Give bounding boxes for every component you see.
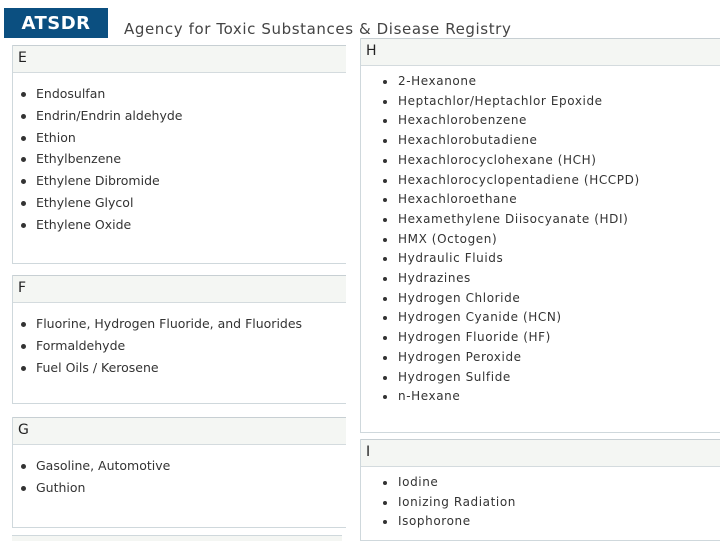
bullet-icon bbox=[21, 92, 26, 97]
substance-link[interactable] bbox=[361, 289, 640, 309]
bullet-icon bbox=[383, 316, 387, 320]
substance-label: n-Hexane bbox=[398, 389, 461, 404]
substance-label: Hydrazines bbox=[398, 271, 471, 286]
bullet-icon bbox=[383, 481, 387, 485]
substance-label: Hydrogen Sulfide bbox=[398, 369, 511, 384]
substance-label: Ionizing Radiation bbox=[398, 494, 517, 509]
section-e bbox=[12, 45, 346, 264]
substance-link[interactable] bbox=[1, 455, 170, 477]
substance-label: Isophorone bbox=[398, 514, 471, 529]
bullet-icon bbox=[21, 179, 26, 184]
bullet-icon bbox=[383, 100, 387, 104]
substance-list bbox=[1, 455, 170, 499]
substance-list bbox=[1, 83, 182, 236]
bullet-icon bbox=[21, 201, 26, 206]
substance-link[interactable] bbox=[361, 190, 640, 210]
section-header bbox=[13, 275, 346, 303]
bullet-icon bbox=[383, 277, 387, 281]
bullet-icon bbox=[21, 136, 26, 141]
substance-label: Fluorine, Hydrogen Fluoride, and Fluorides bbox=[36, 316, 303, 331]
substance-link[interactable] bbox=[361, 269, 640, 289]
bullet-icon bbox=[383, 501, 387, 505]
substance-link[interactable] bbox=[361, 171, 640, 191]
substance-link[interactable] bbox=[1, 477, 170, 499]
substance-label: Ethion bbox=[36, 129, 76, 145]
bullet-icon bbox=[383, 257, 387, 261]
substance-link[interactable] bbox=[361, 328, 640, 348]
substance-link[interactable] bbox=[1, 83, 182, 105]
substance-link[interactable] bbox=[361, 151, 640, 171]
substance-link[interactable] bbox=[361, 348, 640, 368]
substance-label: Hydrogen Fluoride (HF) bbox=[398, 330, 551, 345]
bullet-icon bbox=[383, 336, 387, 340]
substance-link[interactable] bbox=[361, 230, 640, 250]
section-letter: G bbox=[18, 422, 29, 438]
substance-link[interactable] bbox=[361, 72, 640, 92]
section-f bbox=[12, 275, 346, 404]
substance-label: HMX (Octogen) bbox=[398, 231, 498, 246]
section-h bbox=[360, 38, 720, 433]
substance-link[interactable] bbox=[361, 387, 640, 407]
substance-label: Hexachloroethane bbox=[398, 192, 518, 207]
substance-label: Hexachlorocyclopentadiene (HCCPD) bbox=[398, 172, 640, 187]
substance-link[interactable] bbox=[1, 214, 182, 236]
bullet-icon bbox=[21, 322, 26, 327]
substance-label: Ethylene Glycol bbox=[36, 194, 134, 210]
substance-label: Hydrogen Cyanide (HCN) bbox=[398, 310, 562, 325]
bullet-icon bbox=[21, 464, 26, 469]
substance-link[interactable] bbox=[361, 308, 640, 328]
substance-label: Hydraulic Fluids bbox=[398, 251, 504, 266]
substance-link[interactable] bbox=[361, 512, 516, 532]
bullet-icon bbox=[383, 376, 387, 380]
section-letter: E bbox=[18, 50, 27, 66]
substance-link[interactable] bbox=[361, 111, 640, 131]
section-header bbox=[361, 439, 720, 467]
bullet-icon bbox=[21, 114, 26, 119]
bullet-icon bbox=[21, 344, 26, 349]
section-letter: F bbox=[18, 280, 27, 296]
substance-link[interactable] bbox=[361, 92, 640, 112]
substance-link[interactable] bbox=[361, 249, 640, 269]
bullet-icon bbox=[383, 179, 387, 183]
substance-label: Hexachlorobutadiene bbox=[398, 133, 538, 148]
section-header bbox=[361, 38, 720, 66]
substance-list bbox=[361, 473, 516, 532]
bullet-icon bbox=[383, 159, 387, 163]
section-letter: I bbox=[366, 444, 371, 460]
bullet-icon bbox=[383, 80, 387, 84]
substance-link[interactable] bbox=[361, 210, 640, 230]
substance-label: Ethylene Oxide bbox=[36, 216, 132, 232]
bullet-icon bbox=[383, 297, 387, 301]
logo-text: ATSDR bbox=[21, 12, 91, 34]
substance-link[interactable] bbox=[1, 335, 302, 357]
bullet-icon bbox=[383, 198, 387, 202]
section-letter: H bbox=[366, 43, 377, 59]
substance-list bbox=[361, 72, 640, 407]
section-header bbox=[13, 417, 346, 445]
substance-label: Endosulfan bbox=[36, 86, 106, 101]
bullet-icon bbox=[383, 139, 387, 143]
substance-label: Hexachlorocyclohexane (HCH) bbox=[398, 152, 597, 167]
substance-label: Formaldehyde bbox=[36, 337, 126, 353]
agency-title: Agency for Toxic Substances & Disease Registry bbox=[124, 20, 512, 38]
bullet-icon bbox=[383, 395, 387, 399]
substance-link[interactable] bbox=[1, 148, 182, 170]
substance-label: Guthion bbox=[36, 479, 86, 495]
bullet-icon bbox=[21, 486, 26, 491]
substance-label: Hexamethylene Diisocyanate (HDI) bbox=[398, 211, 629, 226]
right-column bbox=[360, 0, 720, 540]
substance-label: Iodine bbox=[398, 475, 439, 489]
substance-label: Heptachlor/Heptachlor Epoxide bbox=[398, 93, 603, 108]
substance-label: Hydrogen Peroxide bbox=[398, 349, 522, 364]
section-i bbox=[360, 439, 720, 541]
substance-link[interactable] bbox=[361, 493, 516, 513]
substance-label: Endrin/Endrin aldehyde bbox=[36, 107, 183, 123]
bullet-icon bbox=[383, 238, 387, 242]
substance-link[interactable] bbox=[1, 127, 182, 149]
bullet-icon bbox=[21, 366, 26, 371]
substance-link[interactable] bbox=[1, 357, 302, 379]
substance-label: Fuel Oils / Kerosene bbox=[36, 359, 159, 375]
section-header bbox=[13, 45, 346, 73]
substance-label: Ethylene Dibromide bbox=[36, 173, 160, 189]
substance-link[interactable] bbox=[361, 131, 640, 151]
section-g bbox=[12, 417, 346, 528]
bullet-icon bbox=[383, 218, 387, 222]
bullet-icon bbox=[21, 223, 26, 228]
substance-label: Gasoline, Automotive bbox=[36, 458, 171, 473]
substance-label: 2-Hexanone bbox=[398, 74, 477, 88]
substance-label: Ethylbenzene bbox=[36, 151, 122, 167]
substance-label: Hexachlorobenzene bbox=[398, 113, 528, 128]
substance-link[interactable] bbox=[1, 192, 182, 214]
bullet-icon bbox=[21, 157, 26, 162]
bullet-icon bbox=[383, 119, 387, 123]
bullet-icon bbox=[383, 520, 387, 524]
left-column bbox=[0, 0, 350, 540]
bullet-icon bbox=[383, 356, 387, 360]
substance-link[interactable] bbox=[1, 170, 182, 192]
substance-link[interactable] bbox=[1, 105, 182, 127]
substance-link[interactable] bbox=[361, 473, 516, 493]
substance-link[interactable] bbox=[1, 313, 302, 335]
substance-label: Hydrogen Chloride bbox=[398, 290, 521, 305]
substance-link[interactable] bbox=[361, 368, 640, 388]
substance-list bbox=[1, 313, 302, 378]
section-divider bbox=[12, 535, 342, 541]
